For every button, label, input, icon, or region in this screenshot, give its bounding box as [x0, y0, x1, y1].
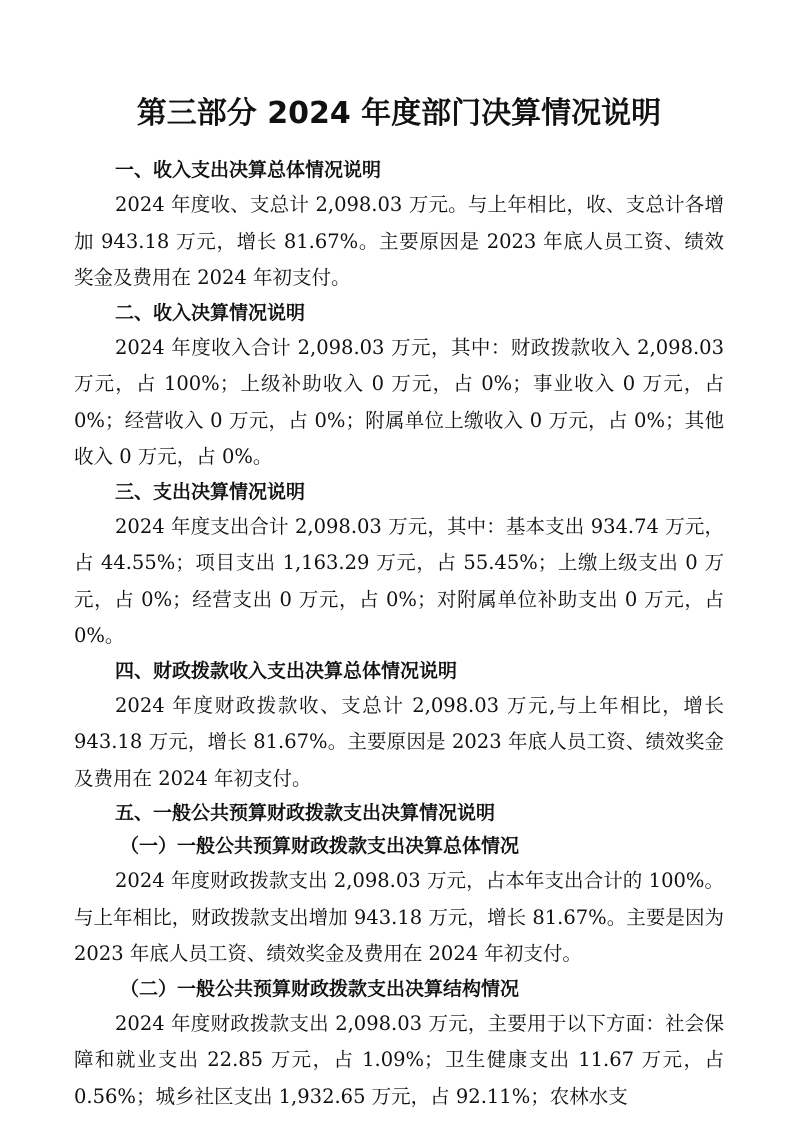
section-5 — [74, 797, 724, 1115]
section-heading: 三、支出决算情况说明 — [115, 480, 306, 503]
section-heading: 一、收入支出决算总体情况说明 — [115, 159, 382, 181]
section-paragraph: 2024 年度收入合计 2,098.03 万元，其中：财政拨款收入 2,098.03 万元，占 100%；上级补助收入 0 万元，占 0%；事业收入 0 万元，占 0%；经营收入 0 万元，占 0%；附属单位上缴收入 0 万元，占 0%；其他收入 0 万元，占 0%。 — [74, 335, 724, 468]
subsection-heading: （二）一般公共预算财政拨款支出决算结构情况 — [120, 977, 520, 1000]
section-paragraph: 2024 年度收、支总计 2,098.03 万元。与上年相比，收、支总计各增加 943.18 万元，增长 81.67%。主要原因是 2023 年底人员工资、绩效奖金及费用在 2024 年初支付。 — [74, 193, 724, 289]
page-title: 第三部分 2024 年度部门决算情况说明 — [136, 96, 662, 131]
section-heading: 五、一般公共预算财政拨款支出决算情况说明 — [115, 802, 496, 824]
subsection-paragraph: 2024 年度财政拨款支出 2,098.03 万元，主要用于以下方面：社会保障和就业支出 22.85 万元，占 1.09%；卫生健康支出 11.67 万元，占 0.56%；城乡社区支出 1,932.65 万元，占 92.11%；农林水支 — [74, 1011, 724, 1108]
section-heading: 二、收入决算情况说明 — [115, 301, 306, 324]
section-3 — [74, 476, 724, 655]
section-1 — [74, 154, 724, 297]
document-page — [74, 92, 724, 1115]
subsection-2 — [74, 973, 724, 1116]
section-paragraph: 2024 年度支出合计 2,098.03 万元，其中：基本支出 934.74 万元，占 44.55%；项目支出 1,163.29 万元，占 55.45%；上缴上级支出 0 万元，占 0%；经营支出 0 万元，占 0%；对附属单位补助支出 0 万元，占 0%。 — [74, 514, 724, 647]
section-4 — [74, 655, 724, 798]
section-paragraph: 2024 年度财政拨款收、支总计 2,098.03 万元,与上年相比，增长 943.18 万元，增长 81.67%。主要原因是 2023 年底人员工资、绩效奖金及费用在 2024 年初支付。 — [74, 693, 724, 790]
subsection-1 — [74, 830, 724, 973]
section-heading: 四、财政拨款收入支出决算总体情况说明 — [115, 659, 458, 682]
section-2 — [74, 297, 724, 476]
subsection-paragraph: 2024 年度财政拨款支出 2,098.03 万元，占本年支出合计的 100%。与上年相比，财政拨款支出增加 943.18 万元，增长 81.67%。主要是因为 2023 年底人员工资、绩效奖金及费用在 2024 年初支付。 — [74, 869, 724, 965]
subsection-heading: （一）一般公共预算财政拨款支出决算总体情况 — [120, 835, 520, 857]
